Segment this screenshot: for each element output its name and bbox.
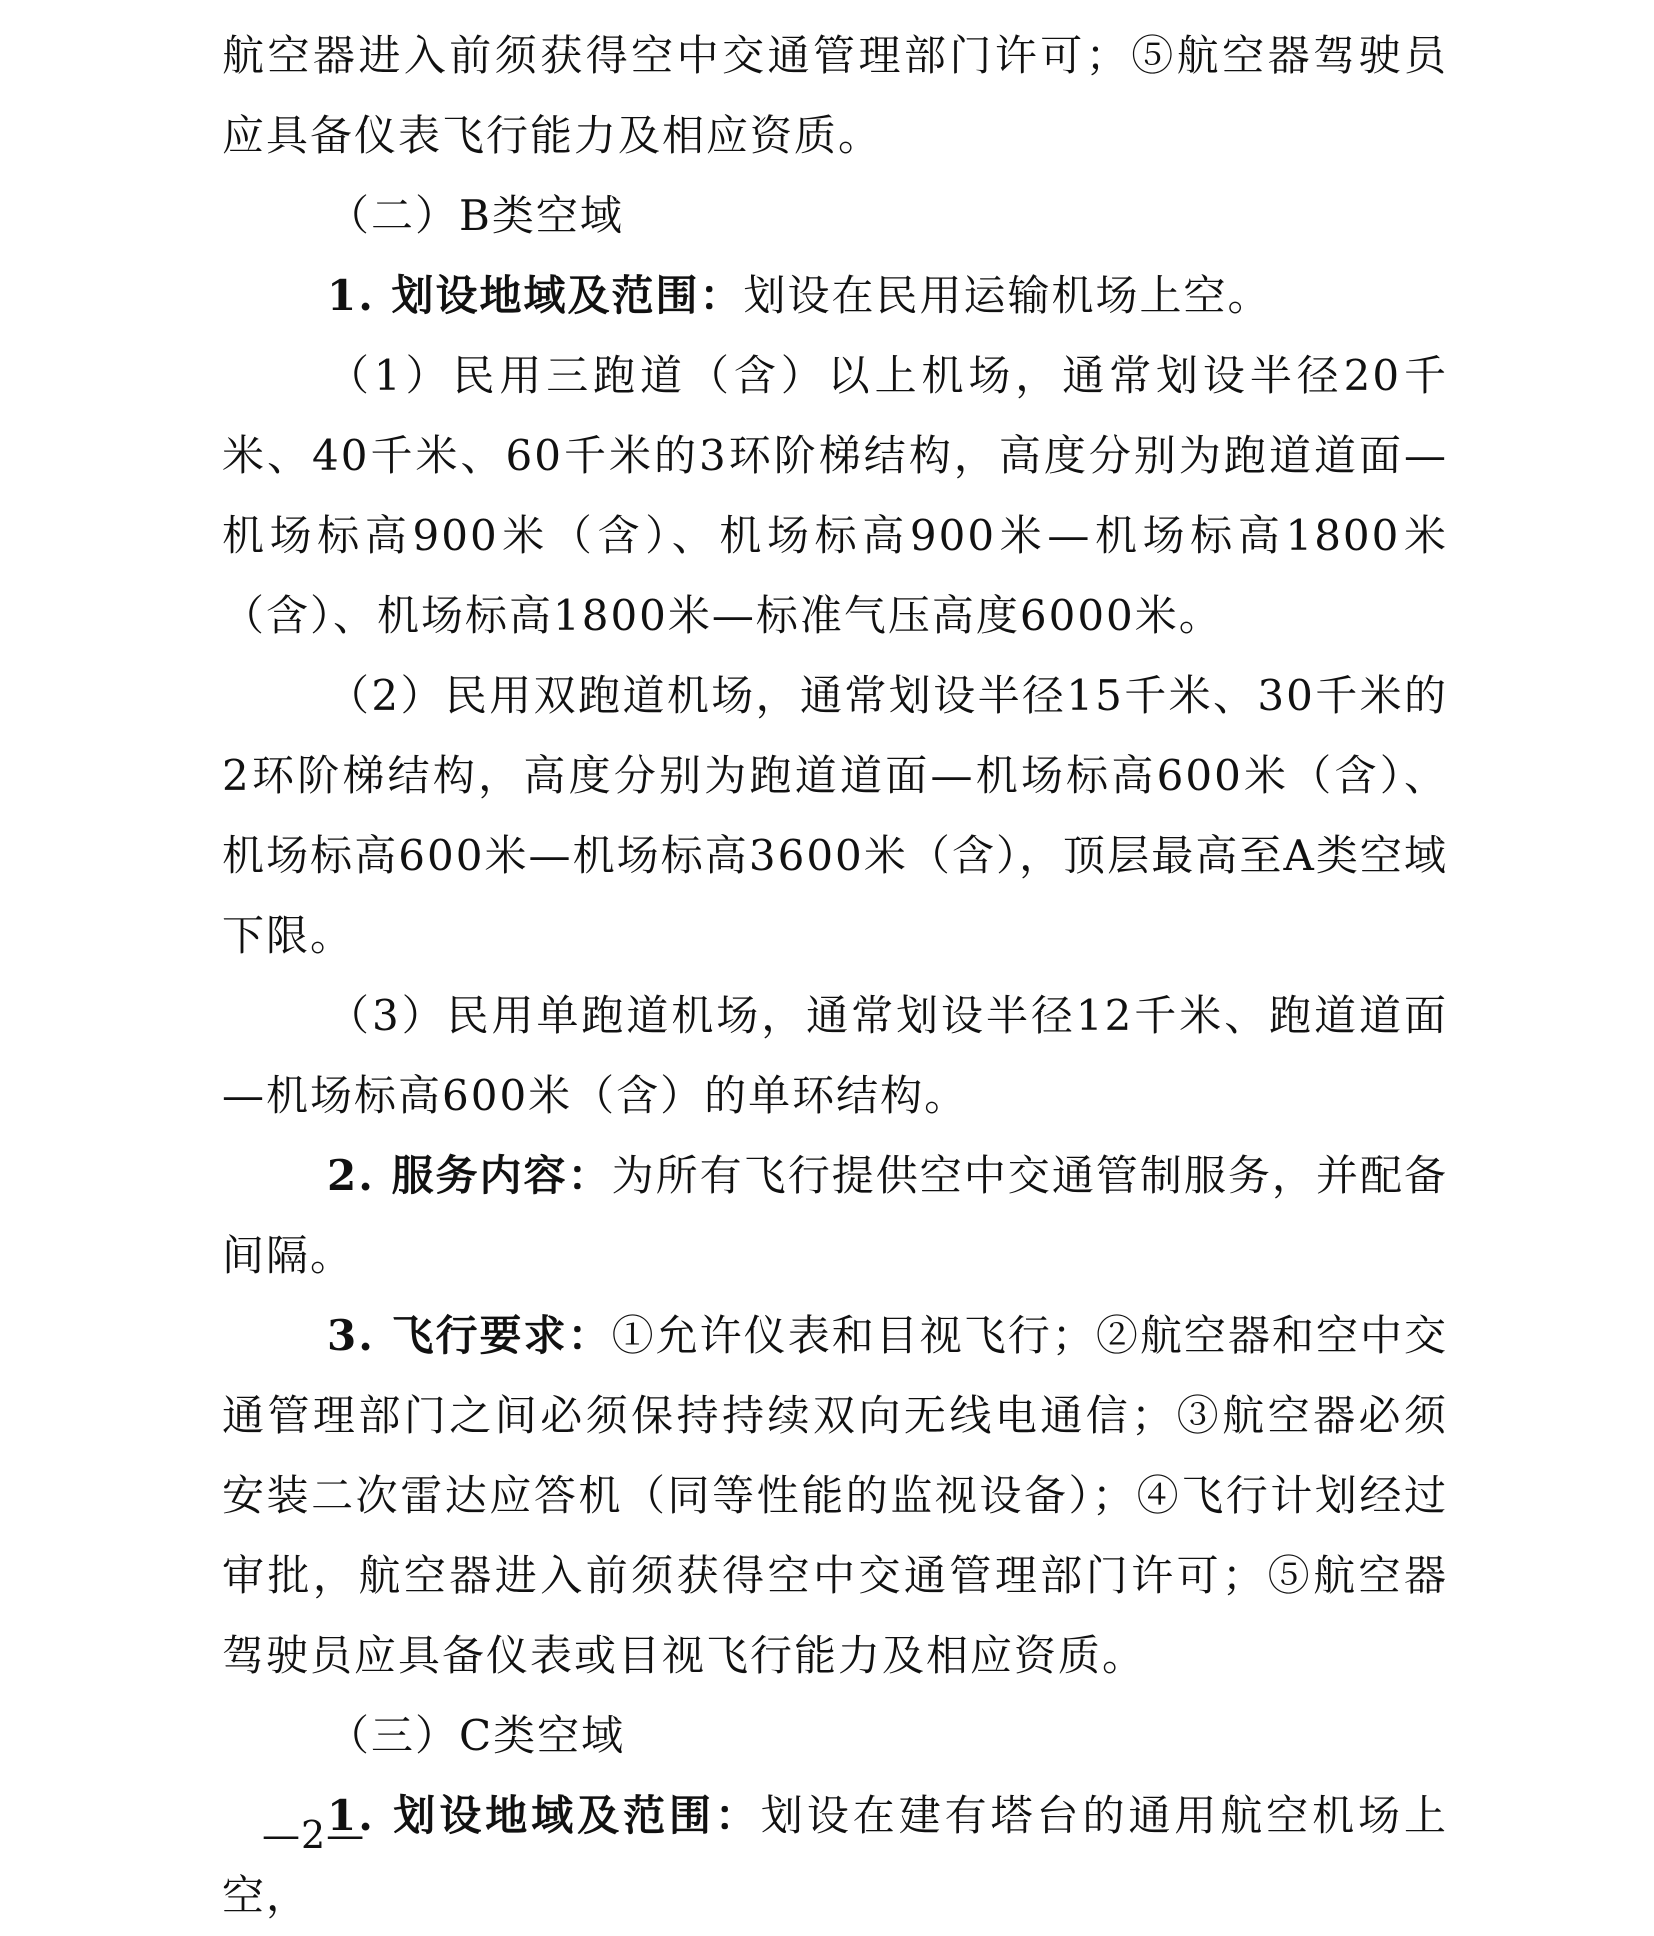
text-flight-requirements: ①允许仪表和目视飞行；②航空器和空中交通管理部门之间必须保持持续双向无线电通信；③航空器必须安装二次雷达应答机（同等性能的监视设备）；④飞行计划经过审批，航空器进入前须获得空中交通管理部门许可；⑤航空器驾驶员应具备仪表或目视飞行能力及相应资质。 <box>222 1311 1448 1680</box>
paragraph-three-runway-airport: （1）民用三跑道（含）以上机场，通常划设半径20千米、40千米、60千米的3环阶梯结构，高度分别为跑道道面—机场标高900米（含）、机场标高900米—机场标高1800米（含）、机场标高1800米—标准气压高度6000米。 <box>222 351 1448 640</box>
paragraph-flight-requirements <box>222 1296 1448 1696</box>
text-scope: 划设在民用运输机场上空。 <box>743 271 1272 320</box>
text-service-content: 为所有飞行提供空中交通管制服务，并配备间隔。 <box>222 1151 1448 1280</box>
paragraph-single-runway-airport: （3）民用单跑道机场，通常划设半径12千米、跑道道面—机场标高600米（含）的单环结构。 <box>222 991 1448 1120</box>
paragraph-c-class-scope <box>222 1776 1448 1936</box>
section-heading-b-class-airspace: （二）B类空域 <box>327 191 624 240</box>
label-scope: 1. 划设地域及范围： <box>327 271 744 320</box>
paragraph-service-content <box>222 1136 1448 1296</box>
document-body <box>222 16 1448 1936</box>
paragraph-b-class-scope <box>222 256 1448 336</box>
label-c-scope: 1. 划设地域及范围： <box>327 1791 761 1840</box>
label-service-content: 2. 服务内容： <box>327 1151 612 1200</box>
page-number: —2— <box>262 1813 366 1857</box>
label-flight-requirements: 3. 飞行要求： <box>327 1311 612 1360</box>
section-heading-c-class-airspace: （三）C类空域 <box>327 1711 626 1760</box>
paragraph-a-class-requirements-continued: 航空器进入前须获得空中交通管理部门许可；⑤航空器驾驶员应具备仪表飞行能力及相应资质。 <box>222 31 1448 160</box>
text-c-scope: 划设在建有塔台的通用航空机场上空， <box>222 1791 1448 1920</box>
paragraph-two-runway-airport: （2）民用双跑道机场，通常划设半径15千米、30千米的2环阶梯结构，高度分别为跑道道面—机场标高600米（含）、机场标高600米—机场标高3600米（含），顶层最高至A类空域下限。 <box>222 671 1448 960</box>
